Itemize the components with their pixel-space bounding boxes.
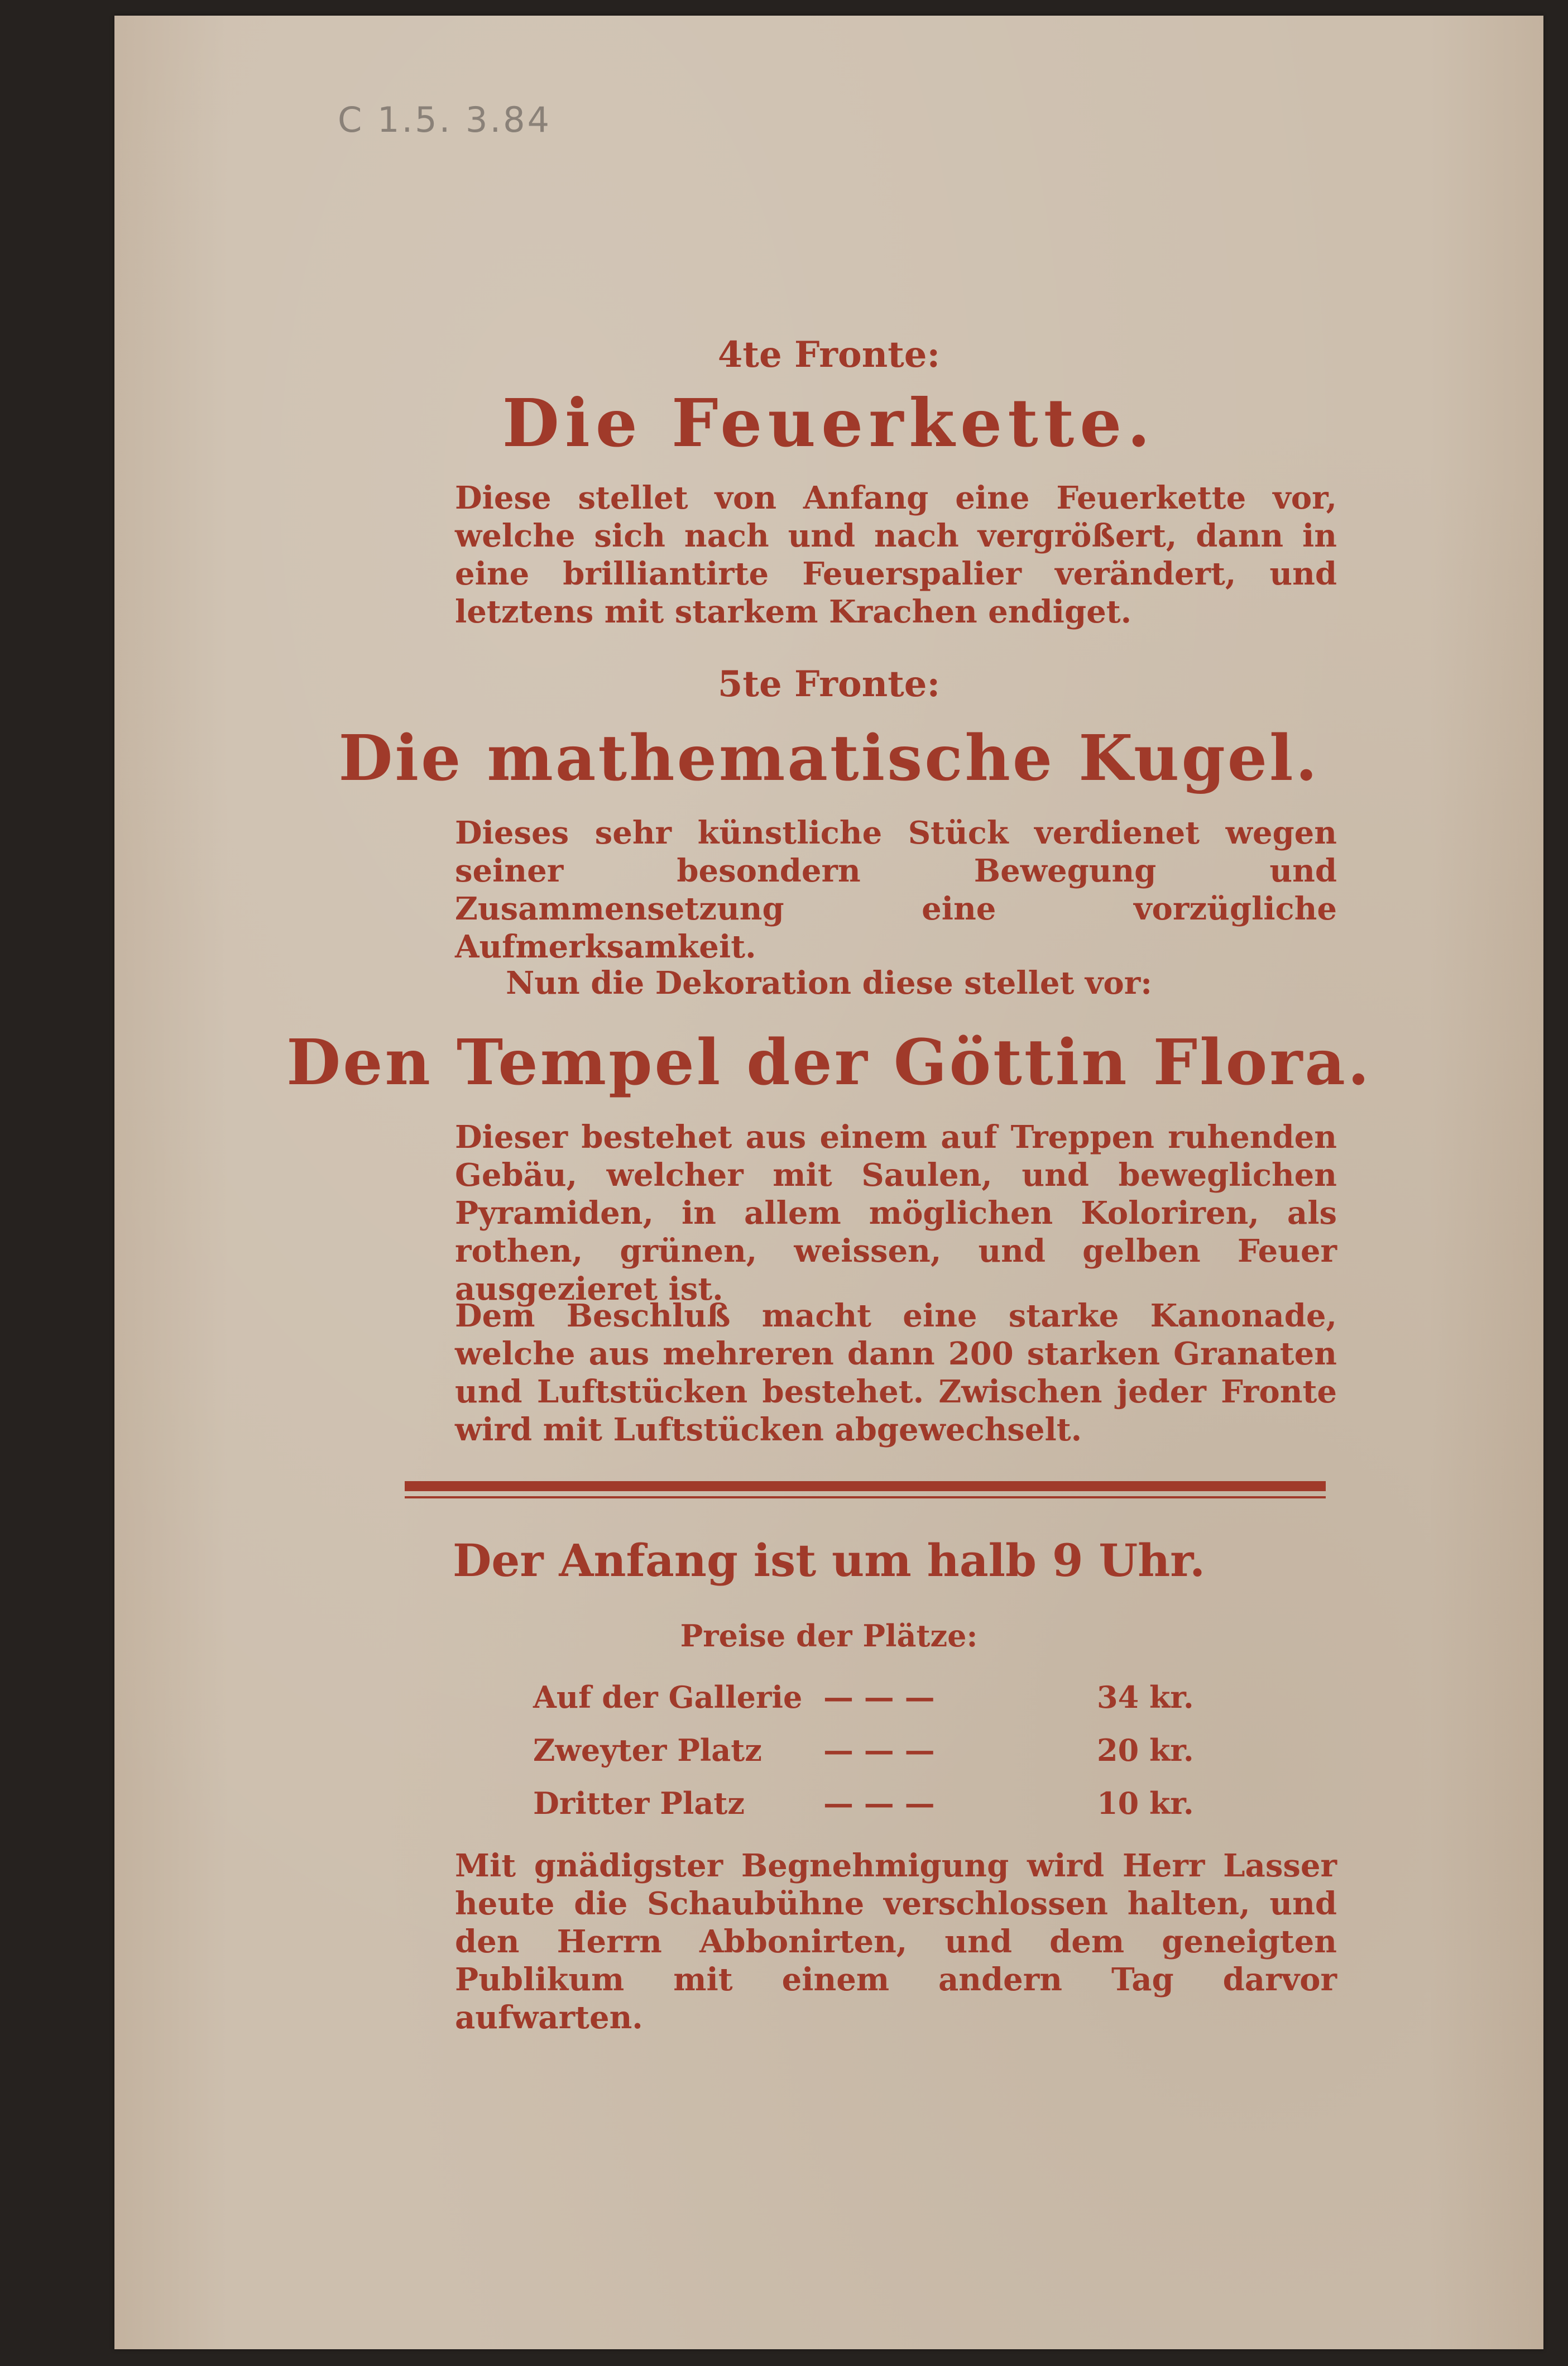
price-dashes: — — —: [823, 1732, 935, 1768]
price-value: 10 kr.: [1097, 1785, 1194, 1821]
divider-rule: [405, 1481, 1326, 1491]
archive-mark: C 1.5. 3.84: [338, 99, 552, 140]
decoration-title: Den Tempel der Göttin Flora.: [286, 1026, 1372, 1099]
price-label: Dritter Platz: [533, 1785, 745, 1821]
section5-title: Die mathematische Kugel.: [338, 722, 1320, 795]
section4-heading: 4te Fronte:: [717, 334, 941, 376]
closing-text: Mit gnädigster Begnehmigung wird Herr Lasser heute die Schaubühne verschlossen halten, und den Herrn Abbonirten, und dem geneigten Publikum mit einem andern Tag darvor aufwarten.: [455, 1847, 1337, 2036]
start-time: Der Anfang ist um halb 9 Uhr.: [453, 1534, 1205, 1587]
section4-title: Die Feuerkette.: [502, 384, 1156, 462]
prices-heading: Preise der Plätze:: [680, 1618, 978, 1654]
price-label: Auf der Gallerie: [533, 1679, 803, 1715]
document-page: [114, 16, 1543, 2349]
price-dashes: — — —: [823, 1785, 935, 1821]
section4-text: Diese stellet von Anfang eine Feuerkette vor, welche sich nach und nach vergrößert, dann in eine brilliantirte Feuerspalier verändert, und letztens mit starkem Krachen endiget.: [455, 480, 1337, 630]
price-value: 34 kr.: [1097, 1679, 1194, 1715]
price-row: [533, 1785, 1203, 1826]
section5-text: Dieses sehr künstliche Stück verdienet wegen seiner besondern Bewegung und Zusammensetzung eine vorzügliche Aufmerksamkeit.: [455, 815, 1337, 965]
divider-rule-thin: [405, 1496, 1326, 1498]
decoration-text: Dieser bestehet aus einem auf Treppen ruhenden Gebäu, welcher mit Saulen, und beweglichen Pyramiden, in allem möglichen Koloriren, als rothen, grünen, weissen, und gelben Feuer ausgezieret ist.: [455, 1119, 1337, 1307]
price-dashes: — — —: [823, 1679, 935, 1715]
price-row: [533, 1679, 1203, 1720]
price-value: 20 kr.: [1097, 1732, 1194, 1768]
price-label: Zweyter Platz: [533, 1732, 762, 1768]
finale-text: Dem Beschluß macht eine starke Kanonade, welche aus mehreren dann 200 starken Granaten und Luftstücken bestehet. Zwischen jeder Fronte wird mit Luftstücken abgewechselt.: [455, 1297, 1337, 1448]
price-row: [533, 1732, 1203, 1773]
section5-heading: 5te Fronte:: [717, 663, 941, 705]
decoration-intro: Nun die Dekoration diese stellet vor:: [506, 965, 1152, 1002]
